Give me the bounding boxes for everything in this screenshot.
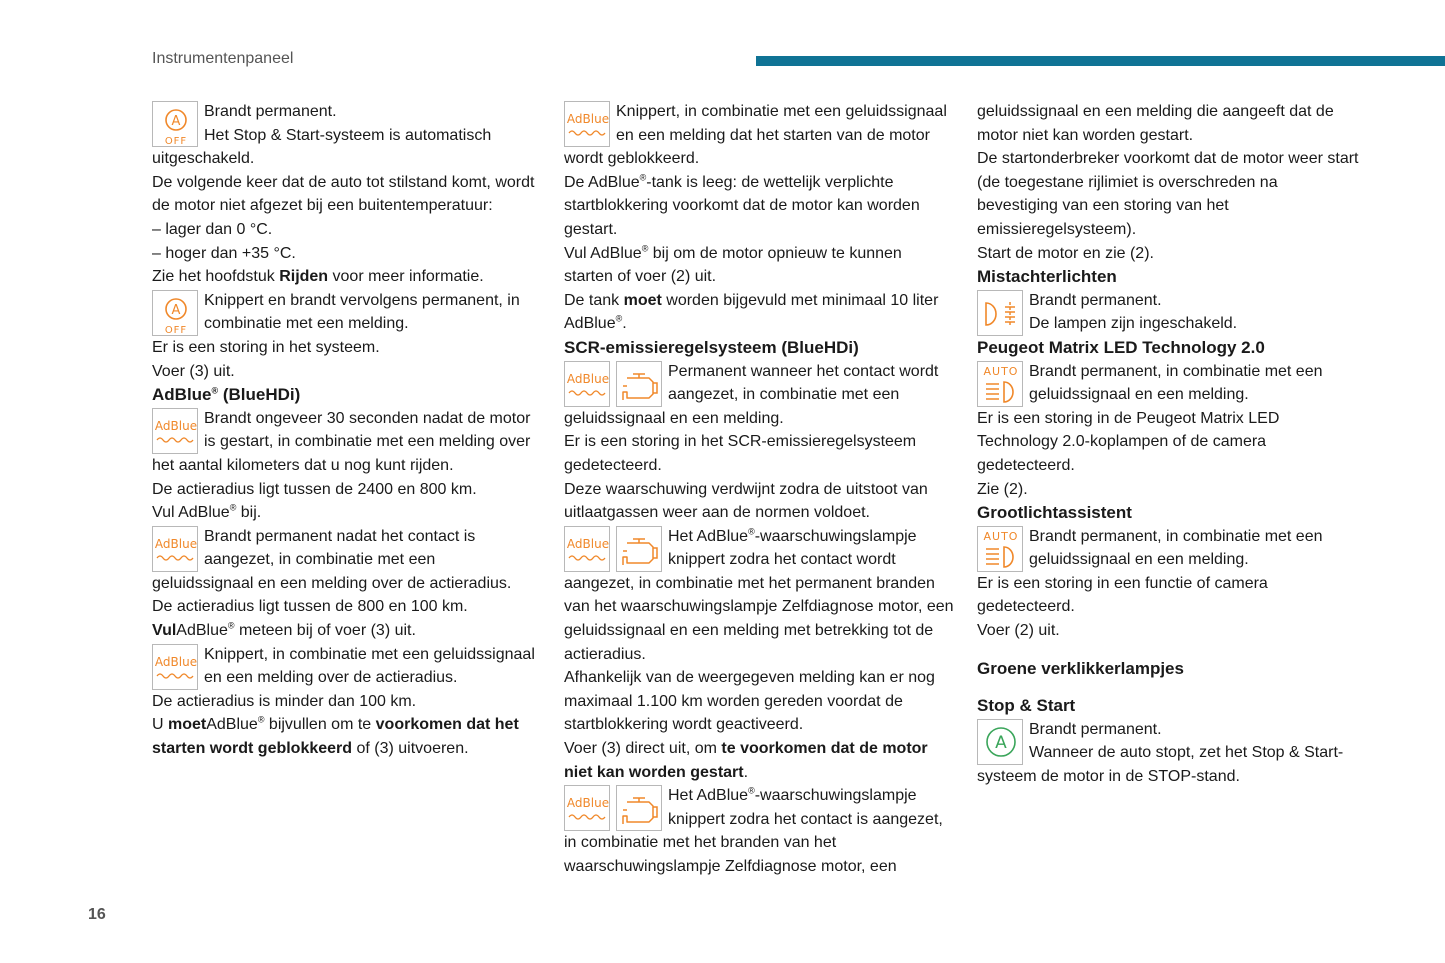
continued-text: geluidssignaal en een melding die aangeeft dat de motor niet kan worden gestart. [977, 103, 1334, 144]
engine-check-icon [616, 785, 662, 831]
temp-high-item: – hoger dan +35 °C. [152, 244, 296, 262]
adblue-entry-2 [152, 525, 537, 596]
header-title: Instrumentenpaneel [152, 50, 294, 67]
matrix-text: Brandt permanent, in combinatie met een geluidssignaal en een melding. [1029, 362, 1323, 404]
adblue-icon [152, 644, 198, 690]
fault-text: Er is een storing in het systeem. [152, 338, 380, 356]
see-2-text: Zie (2). [977, 480, 1028, 498]
adblue-2-text: Brandt permanent nadat het contact is aangezet, in combinatie met een geluidssignaal en een melding over de actieradius. [152, 527, 512, 592]
perform-direct-text: Voer (3) direct uit, om te voorkomen dat de motor niet kan worden gestart. [564, 740, 928, 781]
svg-text:AdBlue: AdBlue [154, 536, 198, 551]
matrix-fault-text: Er is een storing in de Peugeot Matrix LED Technology 2.0-koplampen of de camera gedetecteerd. [977, 409, 1280, 474]
rear-fog-light-icon [977, 290, 1023, 336]
svg-text:OFF: OFF [164, 136, 188, 147]
adblue-icon [152, 408, 198, 454]
stop-start-off-icon [152, 101, 198, 147]
range-1-text: De actieradius ligt tussen de 2400 en 800 km. [152, 480, 477, 498]
column-2 [564, 100, 954, 879]
see-chapter-text: Zie het hoofdstuk Rijden voor meer informatie. [152, 268, 484, 286]
ss-line2: Wanneer de auto stopt, zet het Stop & Start-systeem de motor in de STOP-stand. [977, 744, 1344, 786]
adblue-entry-4 [564, 100, 954, 171]
fill-2-text: VulAdBlue® meteen bij of voer (3) uit. [152, 620, 416, 640]
fog-entry [977, 289, 1362, 336]
stop-start-heading: Stop & Start [977, 696, 1076, 716]
adblue-entry-3 [152, 643, 537, 690]
depending-text: Afhankelijk van de weergegeven melding kan er nog maximaal 1.100 km worden gereden voordat de startblokkering wordt geactiveerd. [564, 669, 935, 734]
svg-text:AdBlue: AdBlue [566, 112, 610, 126]
scr-1-text: Permanent wanneer het contact wordt aangezet, in combinatie met een geluidssignaal en een melding. [564, 362, 939, 427]
auto-headlight-icon [977, 526, 1023, 572]
adblue-icon [152, 526, 198, 572]
svg-text:AdBlue: AdBlue [566, 796, 610, 811]
column-3 [977, 100, 1362, 789]
matrix-entry [977, 360, 1362, 407]
fog-line1: Brandt permanent. [1029, 291, 1162, 309]
adblue-heading: AdBlue® (BlueHDi) [152, 385, 301, 405]
svg-text:A: A [171, 114, 181, 129]
stop-start-off-icon [152, 290, 198, 336]
engine-check-icon [616, 361, 662, 407]
ss-off-line2: Het Stop & Start-systeem is automatisch uitgeschakeld. [152, 126, 492, 168]
stop-start-entry [977, 718, 1362, 789]
header-accent-bar [756, 56, 1445, 66]
adblue-1-text: Brandt ongeveer 30 seconden nadat de motor is gestart, in combinatie met een melding over het aantal kilometers dat u nog kunt rijden. [152, 409, 531, 474]
hba-text: Brandt permanent, in combinatie met een geluidssignaal en een melding. [1029, 527, 1323, 569]
start-see-text: Start de motor en zie (2). [977, 244, 1154, 262]
svg-text:OFF: OFF [164, 324, 188, 336]
matrix-heading: Peugeot Matrix LED Technology 2.0 [977, 337, 1265, 357]
svg-text:AdBlue: AdBlue [154, 418, 198, 433]
ss-line1: Brandt permanent. [1029, 720, 1162, 738]
range-3-text: De actieradius is minder dan 100 km. [152, 692, 417, 710]
adblue-icon [564, 785, 610, 831]
scr-heading: SCR-emissieregelsysteem (BlueHDi) [564, 337, 859, 357]
adblue-icon [564, 101, 610, 147]
adblue-icon [564, 361, 610, 407]
svg-text:AdBlue: AdBlue [154, 654, 198, 669]
scr-fault-text: Er is een storing in het SCR-emissieregelsysteem gedetecteerd. [564, 433, 917, 474]
svg-text:A: A [171, 302, 181, 318]
engine-check-icon [616, 526, 662, 572]
scr-disappear-text: Deze waarschuwing verdwijnt zodra de uitstoot van uitlaatgassen weer aan de normen voldoet. [564, 480, 928, 522]
temp-low-item: – lager dan 0 °C. [152, 220, 273, 238]
fog-heading: Mistachterlichten [977, 267, 1117, 287]
hba-fault-text: Er is een storing in een functie of camera gedetecteerd. [977, 574, 1268, 616]
ss-off-flash-text: Knippert en brandt vervolgens permanent, in combinatie met een melding. [204, 291, 520, 333]
immobilizer-text: De startonderbreker voorkomt dat de motor weer start (de toegestane rijlimiet is overschreden na bevestiging van een storing van het emissieregelsysteem). [977, 150, 1359, 238]
adblue-4-text: Knippert, in combinatie met een geluidssignaal en een melding dat het starten van de motor wordt geblokkeerd. [564, 103, 947, 168]
fog-line2: De lampen zijn ingeschakeld. [1029, 315, 1238, 333]
fill-text: Vul AdBlue® bij. [152, 502, 262, 522]
perform-3-text: Voer (3) uit. [152, 362, 235, 380]
scr-entry-2 [564, 525, 954, 667]
auto-headlight-icon [977, 361, 1023, 407]
adblue-3-text: Knippert, in combinatie met een geluidssignaal en een melding over de actieradius. [204, 645, 535, 687]
refill-text: Vul AdBlue® bij om de motor opnieuw te kunnen starten of voer (2) uit. [564, 243, 902, 286]
adblue-icon [564, 526, 610, 572]
next-time-text: De volgende keer dat de auto tot stilstand komt, wordt de motor niet afgezet bij een buitentemperatuur: [152, 173, 535, 215]
ss-off-line1: Brandt permanent. [204, 103, 337, 120]
scr-3-text: Het AdBlue®-waarschuwingslampje knippert zodra het contact is aangezet, in combinatie met het branden van het waarschuwingslampje Zelfdiagnose motor, een [564, 785, 943, 875]
tank-must-text: De tank moet worden bijgevuld met minimaal 10 liter AdBlue®. [564, 291, 939, 333]
svg-text:A: A [995, 732, 1007, 753]
hba-entry [977, 525, 1362, 572]
stop-start-off-flash-entry [152, 289, 537, 336]
hba-heading: Grootlichtassistent [977, 503, 1132, 523]
column-1 [152, 100, 537, 761]
stop-start-active-icon [977, 719, 1023, 765]
perform-2-text: Voer (2) uit. [977, 622, 1060, 640]
svg-text:AUTO: AUTO [983, 529, 1019, 543]
scr-entry-1 [564, 360, 954, 431]
tank-empty-text: De AdBlue®-tank is leeg: de wettelijk verplichte startblokkering voorkomt dat de motor kan worden gestart. [564, 172, 920, 238]
svg-text:AUTO: AUTO [983, 364, 1019, 378]
scr-entry-3 [564, 784, 954, 878]
page-number: 16 [88, 906, 106, 923]
adblue-entry-1 [152, 407, 537, 478]
must-refill-text: U moetAdBlue® bijvullen om te voorkomen dat het starten wordt geblokkeerd of (3) uitvoeren. [152, 715, 519, 758]
range-2-text: De actieradius ligt tussen de 800 en 100 km. [152, 598, 468, 616]
svg-text:AdBlue: AdBlue [566, 371, 610, 386]
green-lamps-heading: Groene verklikkerlampjes [977, 658, 1184, 678]
scr-2-text: Het AdBlue®-waarschuwingslampje knippert zodra het contact wordt aangezet, in combinatie met het permanent branden van het waarschuwingslampje Zelfdiagnose motor, een geluidssignaal en een melding met betrekking tot de actieradius. [564, 526, 954, 663]
svg-text:AdBlue: AdBlue [566, 536, 610, 551]
stop-start-off-entry [152, 100, 537, 171]
